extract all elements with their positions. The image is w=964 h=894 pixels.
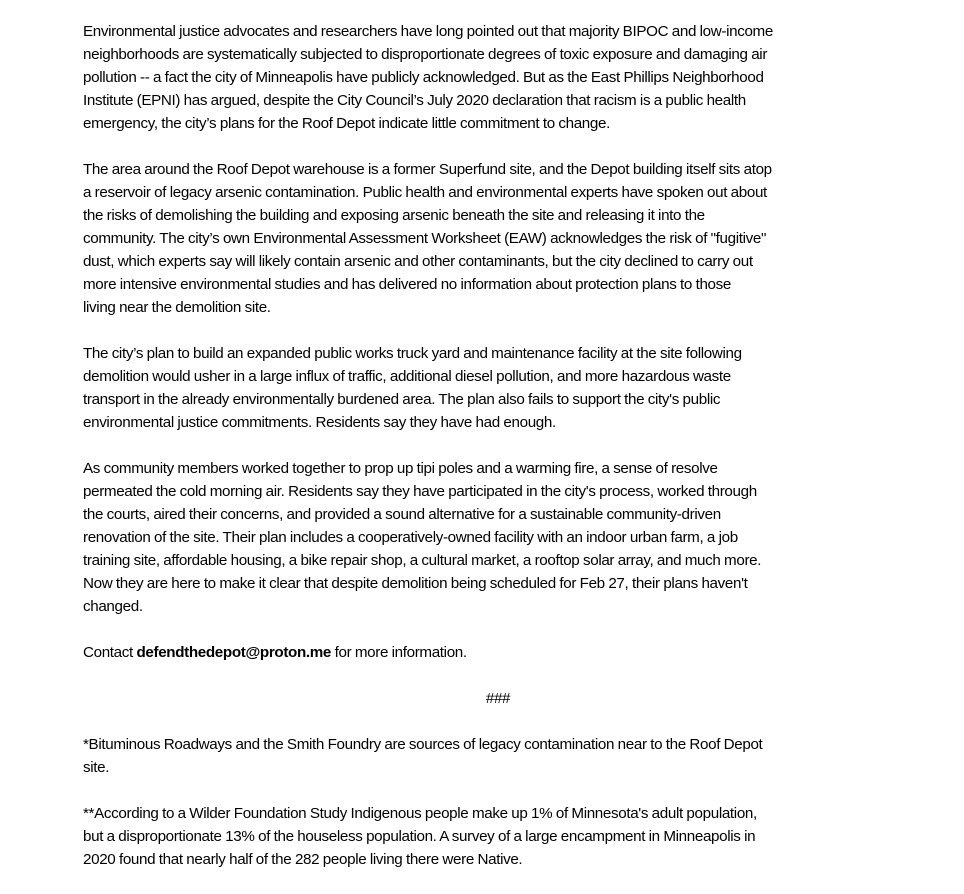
- contact-email[interactable]: defendthedepot@proton.me: [136, 644, 332, 661]
- text-line: Environmental justice advocates and researchers have long pointed out that majority BIPOC and low-income: [83, 23, 773, 40]
- text-line: **According to a Wilder Foundation Study Indigenous people make up 1% of Minnesota's adult population,: [83, 805, 757, 822]
- text-line: environmental justice commitments. Residents say they have had enough.: [83, 414, 556, 431]
- section-separator: ###: [485, 690, 511, 707]
- text-line: The city’s plan to build an expanded public works truck yard and maintenance facility at the site following: [83, 345, 742, 362]
- text-line: community. The city’s own Environmental Assessment Worksheet (EAW) acknowledges the risk of "fugitive": [83, 230, 767, 247]
- paragraph-truck-yard-plan: [83, 342, 913, 434]
- text-line: changed.: [83, 598, 143, 615]
- text-line: Now they are here to make it clear that despite demolition being scheduled for Feb 27, their plans haven't: [83, 575, 748, 592]
- text-line: dust, which experts say will likely contain arsenic and other contaminants, but the city declined to carry out: [83, 253, 753, 270]
- text-line: living near the demolition site.: [83, 299, 271, 316]
- paragraph-community-resolve: [83, 457, 913, 618]
- text-line: more intensive environmental studies and has delivered no information about protection plans to those: [83, 276, 731, 293]
- text-line: As community members worked together to prop up tipi poles and a warming fire, a sense of resolve: [83, 460, 718, 477]
- text-line: neighborhoods are systematically subjected to disproportionate degrees of toxic exposure and damaging air: [83, 46, 768, 63]
- text-line: demolition would usher in a large influx of traffic, additional diesel pollution, and more hazardous waste: [83, 368, 731, 385]
- text-line: training site, affordable housing, a bike repair shop, a cultural market, a rooftop solar array, and much more.: [83, 552, 762, 569]
- text-line: 2020 found that nearly half of the 282 people living there were Native.: [83, 851, 523, 868]
- footnote-2: [83, 802, 913, 871]
- text-line: but a disproportionate 13% of the houseless population. A survey of a large encampment in Minneapolis in: [83, 828, 756, 845]
- text-line: site.: [83, 759, 110, 776]
- paragraph-environmental-justice: [83, 20, 913, 135]
- contact-suffix: for more information.: [331, 644, 467, 661]
- text-line: a reservoir of legacy arsenic contamination. Public health and environmental experts have spoken out about: [83, 184, 767, 201]
- text-line: Institute (EPNI) has argued, despite the City Council’s July 2020 declaration that racism is a public health: [83, 92, 746, 109]
- contact-prefix: Contact: [83, 644, 137, 661]
- text-line: permeated the cold morning air. Residents say they have participated in the city's process, worked through: [83, 483, 757, 500]
- text-line: transport in the already environmentally burdened area. The plan also fails to support the city's public: [83, 391, 721, 408]
- text-line: the courts, aired their concerns, and provided a sound alternative for a sustainable community-driven: [83, 506, 721, 523]
- text-line: the risks of demolishing the building and exposing arsenic beneath the site and releasing it into the: [83, 207, 705, 224]
- paragraph-superfund-site: [83, 158, 913, 319]
- footnote-1: [83, 733, 913, 779]
- text-line: emergency, the city’s plans for the Roof Depot indicate little commitment to change.: [83, 115, 610, 132]
- text-line: *Bituminous Roadways and the Smith Foundry are sources of legacy contamination near to the Roof Depot: [83, 736, 763, 753]
- contact-line: [83, 641, 913, 664]
- text-line: The area around the Roof Depot warehouse is a former Superfund site, and the Depot building itself sits atop: [83, 161, 772, 178]
- text-line: renovation of the site. Their plan includes a cooperatively-owned facility with an indoor urban farm, a job: [83, 529, 738, 546]
- document-page: [83, 20, 913, 894]
- text-line: pollution -- a fact the city of Minneapolis have publicly acknowledged. But as the East Phillips Neighborhood: [83, 69, 764, 86]
